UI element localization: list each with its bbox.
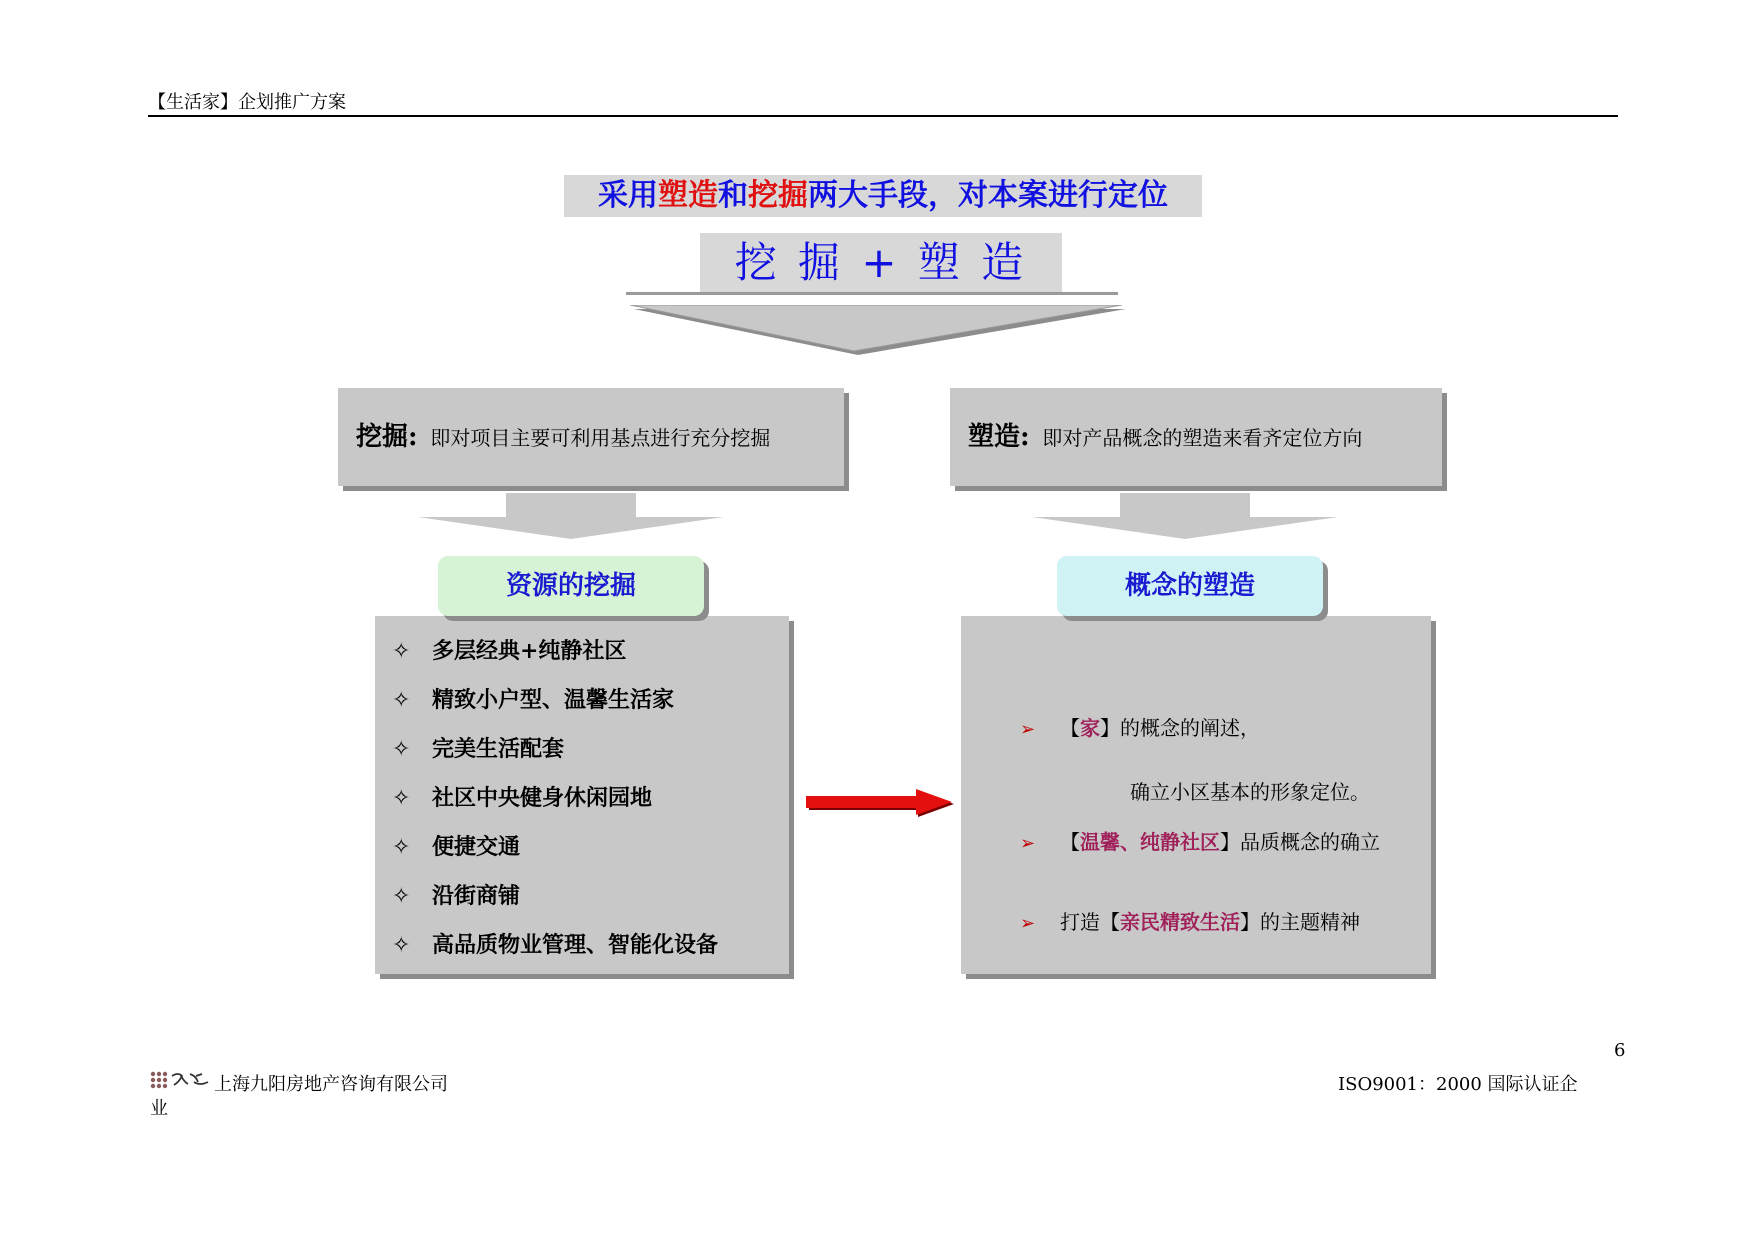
diamond-icon: ✧ bbox=[392, 933, 411, 958]
concept-item: ➢ 打造【亲民精致生活】的主题精神 bbox=[1020, 910, 1360, 934]
resource-item: ✧ 便捷交通 bbox=[392, 834, 521, 860]
dig-description-box bbox=[338, 388, 844, 486]
resource-item: ✧ 多层经典+纯静社区 bbox=[392, 638, 627, 664]
headline bbox=[564, 175, 1202, 217]
concept-item: ➢ 【家】的概念的阐述， bbox=[1020, 716, 1260, 740]
resource-item: ✧ 社区中央健身休闲园地 bbox=[392, 785, 653, 811]
diamond-icon: ✧ bbox=[392, 737, 411, 762]
red-right-arrow-icon bbox=[806, 789, 958, 819]
triangle-bullet-icon: ➢ bbox=[1020, 719, 1036, 740]
concept-item: ➢ 【温馨、纯静社区】品质概念的确立 bbox=[1020, 830, 1380, 854]
headline-part: 两大手段，对本案进行定位 bbox=[808, 178, 1168, 213]
resource-item: ✧ 完美生活配套 bbox=[392, 736, 565, 762]
triangle-bullet-icon: ➢ bbox=[1020, 833, 1036, 854]
headline-emphasis-shape: 塑造 bbox=[658, 178, 718, 213]
resource-item: ✧ 沿街商铺 bbox=[392, 883, 521, 909]
iso-certification: ISO9001：2000 国际认证企 bbox=[1338, 1074, 1578, 1095]
diamond-icon: ✧ bbox=[392, 786, 411, 811]
resource-item: ✧ 高品质物业管理、智能化设备 bbox=[392, 932, 719, 958]
shape-description: 即对产品概念的塑造来看齐定位方向 bbox=[1042, 426, 1363, 450]
diamond-icon: ✧ bbox=[392, 688, 411, 713]
header-rule bbox=[148, 115, 1618, 117]
headline-emphasis-dig: 挖掘 bbox=[748, 178, 808, 213]
diamond-icon: ✧ bbox=[392, 884, 411, 909]
big-down-arrow-icon bbox=[630, 305, 1130, 360]
company-name: 上海九阳房地产咨询有限公司 bbox=[214, 1074, 448, 1095]
page-number: 6 bbox=[1614, 1040, 1626, 1061]
headline-part: 采用 bbox=[598, 178, 658, 213]
concept-item-continuation: 确立小区基本的形象定位。 bbox=[1130, 780, 1370, 804]
document-header-title: 【生活家】企划推广方案 bbox=[148, 92, 346, 113]
right-down-arrow-icon bbox=[1032, 493, 1342, 541]
certification-wrap: 业 bbox=[150, 1098, 168, 1119]
company-logo-icon bbox=[150, 1070, 212, 1090]
dig-plus-shape-label: 挖 掘 + 塑 造 bbox=[700, 233, 1062, 293]
left-down-arrow-icon bbox=[418, 493, 728, 541]
label-underline bbox=[626, 292, 1118, 295]
resource-dig-pill: 资源的挖掘 bbox=[438, 556, 704, 616]
diamond-icon: ✧ bbox=[392, 639, 411, 664]
shape-description-box bbox=[950, 388, 1442, 486]
shape-label: 塑造: bbox=[968, 422, 1030, 452]
headline-part: 和 bbox=[718, 178, 748, 213]
dig-label: 挖掘: bbox=[356, 422, 418, 452]
diamond-icon: ✧ bbox=[392, 835, 411, 860]
triangle-bullet-icon: ➢ bbox=[1020, 913, 1036, 934]
dig-description: 即对项目主要可利用基点进行充分挖掘 bbox=[430, 426, 771, 450]
concept-shape-pill: 概念的塑造 bbox=[1057, 556, 1323, 616]
resource-item: ✧ 精致小户型、温馨生活家 bbox=[392, 687, 675, 713]
